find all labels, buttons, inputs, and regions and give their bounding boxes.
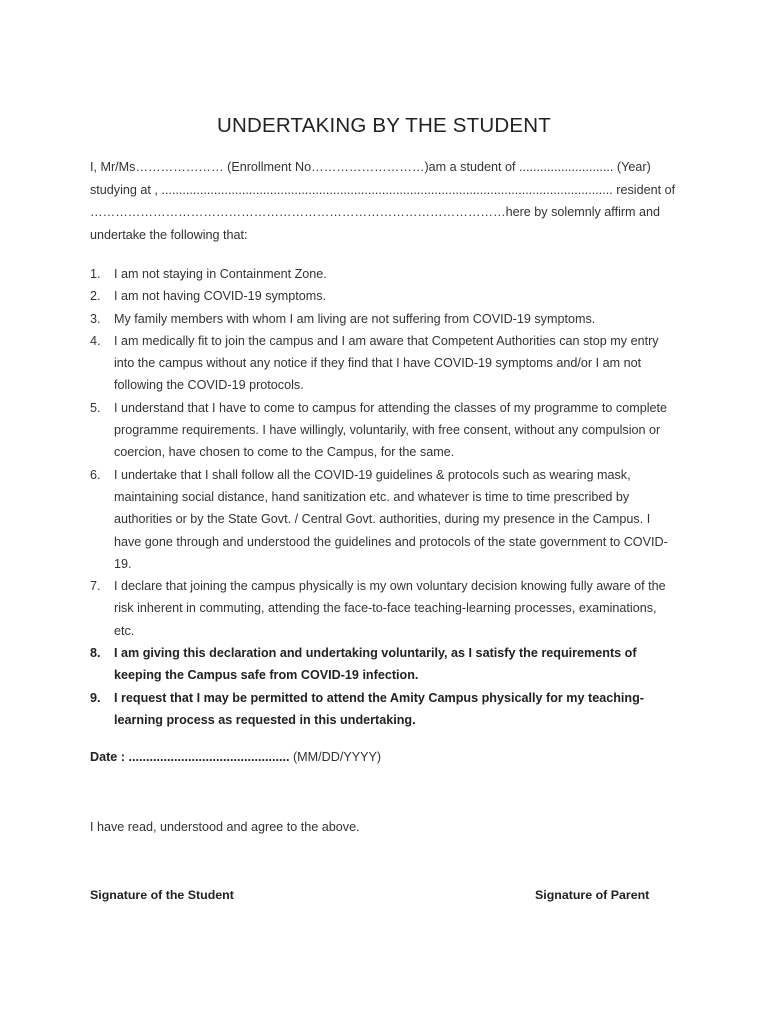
list-item-text: I understand that I have to come to campus for attending the classes of my programme to complete programme requirements. I have willingly, voluntarily, with free consent, without any compulsion or coercion, have chosen to come to the Campus, for the same. (114, 400, 668, 460)
intro-line-2-dots: ................................................................................................................................. (161, 182, 613, 197)
list-item-text: My family members with whom I am living are not suffering from COVID-19 symptoms. (114, 311, 596, 326)
date-format: (MM/DD/YYYY) (289, 750, 382, 764)
list-item-text: I request that I may be permitted to attend the Amity Campus physically for my teaching-learning process as requested in this undertaking. (114, 690, 644, 727)
signature-parent-label: Signature of Parent (535, 888, 650, 902)
list-item (90, 285, 670, 307)
list-item-number: 7. (90, 579, 101, 594)
list-item-text: I am not staying in Containment Zone. (114, 267, 327, 281)
date-line (90, 750, 381, 764)
list-item (90, 575, 670, 642)
list-item (90, 464, 670, 575)
intro-line-4: undertake the following that: (90, 227, 248, 242)
intro-line-3-right: here by solemnly affirm and (505, 205, 661, 219)
list-item (90, 687, 670, 732)
list-item-number: 2. (90, 289, 101, 304)
list-item (90, 330, 670, 397)
document-title: UNDERTAKING BY THE STUDENT (216, 114, 551, 137)
list-item-number: 9. (90, 690, 101, 705)
list-item-number: 6. (90, 467, 101, 482)
intro-line-3-left: ……………………………………………………………………………………… (90, 205, 506, 219)
list-item-text: I am giving this declaration and undertaking voluntarily, as I satisfy the requirements of keeping the Campus safe from COVID-19 infection. (114, 646, 637, 683)
intro-line-3 (90, 201, 665, 224)
list-item-text: I undertake that I shall follow all the COVID-19 guidelines & protocols such as wearing mask, maintaining social distance, hand sanitization etc. and whatever is time to time prescribed by authorities or by the State Govt. / Central Govt. authorities, during my presence in the Campus. I have gone through and understood the guidelines and protocols of the state government to COVID-19. (114, 467, 668, 571)
list-item (90, 263, 670, 285)
list-item-text: I declare that joining the campus physically is my own voluntary decision knowing fully aware of the risk inherent in commuting, attending the face-to-face teaching-learning processes, examinations, etc. (114, 579, 666, 638)
intro-line-2-right: resident of (612, 182, 676, 197)
intro-line-2-left: studying at , (90, 182, 162, 197)
list-item-number: 4. (90, 333, 101, 348)
agreement-text: I have read, understood and agree to the above. (90, 820, 360, 834)
list-item-text: I am medically fit to join the campus and I am aware that Competent Authorities can stop my entry into the campus without any notice if they find that I have COVID-19 symptoms and/or I am not following the COVID-19 protocols. (114, 333, 659, 393)
list-item-number: 5. (90, 400, 101, 415)
undertaking-list (90, 263, 670, 731)
signature-student-label: Signature of the Student (90, 888, 234, 902)
list-item (90, 642, 670, 687)
list-item (90, 397, 670, 464)
list-item-number: 1. (90, 267, 101, 281)
list-item (90, 308, 670, 330)
list-item-number: 3. (90, 311, 101, 326)
list-item-text: I am not having COVID-19 symptoms. (114, 289, 327, 304)
intro-paragraph (90, 156, 676, 246)
list-item-number: 8. (90, 646, 101, 661)
date-label: Date : .............................................. (90, 750, 290, 764)
intro-line-1: I, Mr/Ms………………… (Enrollment No………………………)am a student of ........................... (Year) (90, 160, 651, 174)
intro-line-2 (90, 179, 676, 202)
